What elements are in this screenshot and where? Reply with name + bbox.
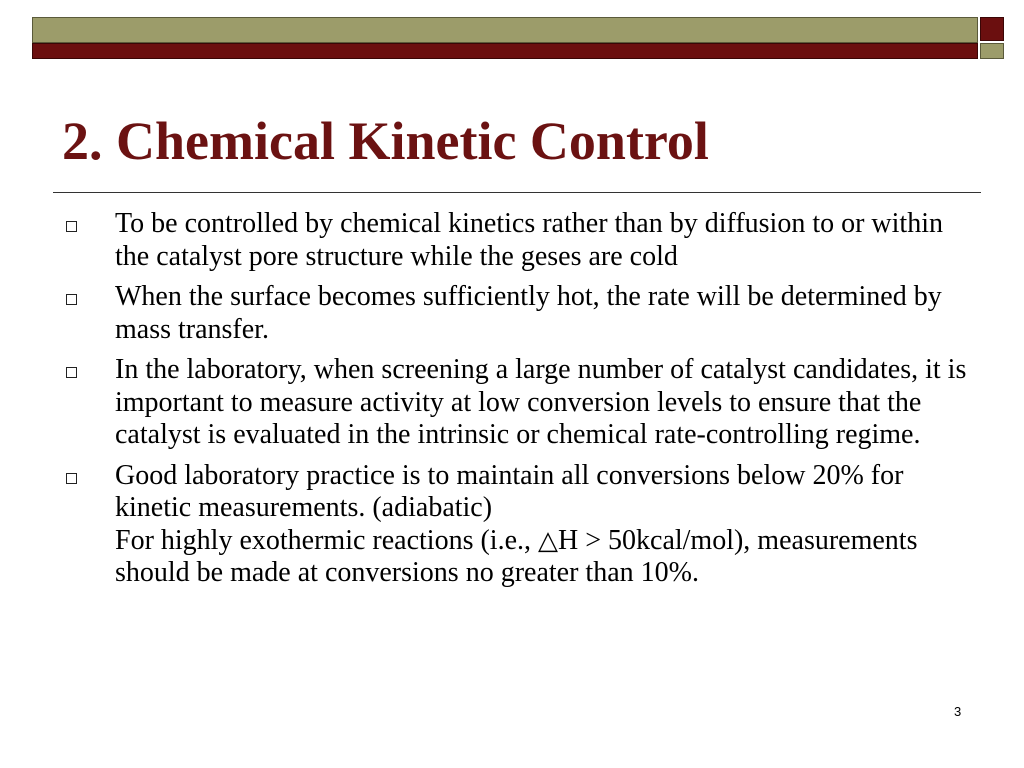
header-band-maroon: [32, 43, 978, 59]
title-divider: [53, 192, 981, 193]
header-square-maroon: [980, 17, 1004, 41]
bullet-item: [64, 460, 974, 590]
bullet-text: To be controlled by chemical kinetics rather than by diffusion to or within the catalyst pore structure while the geses are cold: [115, 208, 943, 272]
header-band-olive: [32, 17, 978, 43]
slide-title: 2. Chemical Kinetic Control: [62, 111, 709, 171]
bullet-text: When the surface becomes sufficiently hot, the rate will be determined by mass transfer.: [115, 281, 942, 345]
hollow-square-bullet-icon: [66, 294, 77, 305]
bullet-text-after-symbol: H > 50kcal/mol), measurements should be made at conversions no greater than 10%.: [115, 524, 918, 588]
hollow-square-bullet-icon: [66, 221, 77, 232]
hollow-square-bullet-icon: [66, 473, 77, 484]
page-number: 3: [954, 704, 962, 719]
hollow-square-bullet-icon: [66, 367, 77, 378]
bullet-item: [64, 208, 974, 273]
bullet-list: [64, 208, 974, 598]
bullet-item: [64, 354, 974, 452]
bullet-text: Good laboratory practice is to maintain all conversions below 20% for kinetic measurements. (adiabatic): [115, 459, 904, 523]
bullet-text: In the laboratory, when screening a large number of catalyst candidates, it is important to measure activity at low conversion levels to ensure that the catalyst is evaluated in the intrinsic or chemical rate-controlling regime.: [115, 354, 967, 450]
header-square-olive: [980, 43, 1004, 59]
triangle-delta-icon: △: [538, 525, 558, 555]
bullet-text-continuation: [115, 525, 974, 590]
bullet-text-before-symbol: For highly exothermic reactions (i.e.,: [115, 524, 538, 556]
bullet-item: [64, 281, 974, 346]
